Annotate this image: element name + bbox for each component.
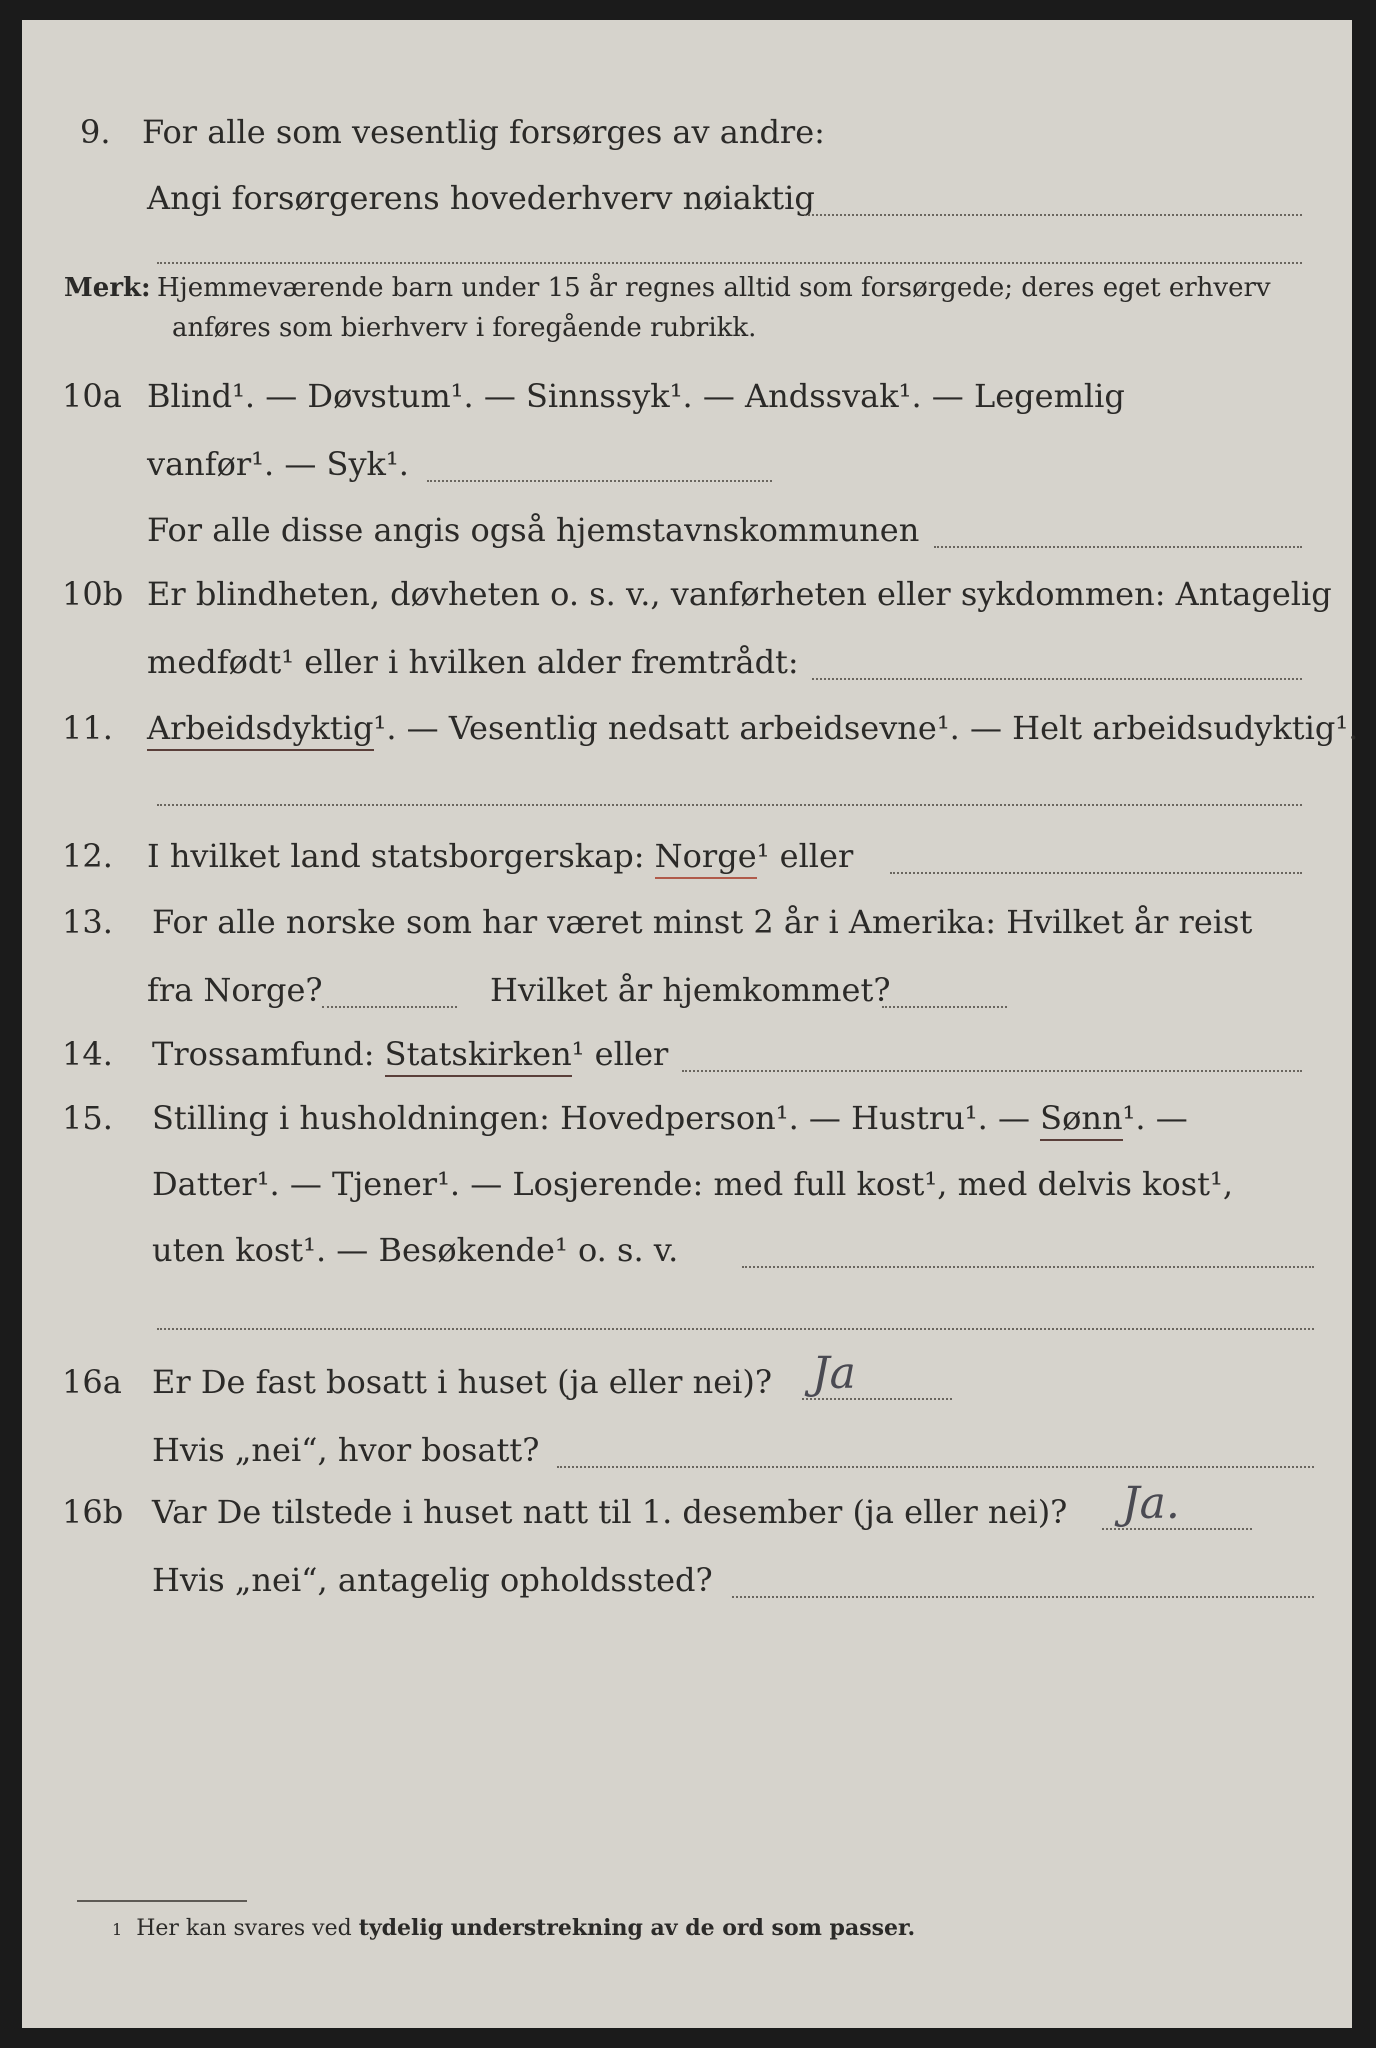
q9-answer-field-2[interactable] — [157, 202, 1302, 264]
q9-line1 — [22, 102, 1352, 162]
q15-selected-option[interactable]: Sønn — [1040, 1099, 1122, 1141]
q13-left-field[interactable] — [322, 946, 457, 1008]
q10b-number: 10b — [62, 575, 124, 613]
q10a-line3 — [22, 500, 1352, 560]
q14-number: 14. — [62, 1035, 113, 1073]
merk-line2 — [22, 308, 1352, 348]
footnote-bold-text: tydelig understrekning av de ord som passer. — [358, 1915, 916, 1941]
q14-text — [152, 1024, 668, 1084]
q16b-number: 16b — [62, 1493, 124, 1531]
q16a-prompt: Er De fast bosatt i huset (ja eller nei)? — [152, 1363, 773, 1401]
merk-line1 — [22, 268, 1352, 308]
q16a-followup: Hvis „nei“, hvor bosatt? — [152, 1431, 540, 1469]
q15-number: 15. — [62, 1099, 113, 1137]
q11-answer-field[interactable] — [157, 744, 1302, 806]
q9-number: 9. — [80, 113, 111, 151]
q10b-answer-field[interactable] — [812, 618, 1302, 680]
q9-text: For alle som vesentlig forsørges av andre: — [142, 113, 825, 151]
q15-answer-field[interactable] — [742, 1206, 1314, 1268]
q14-post: ¹ eller — [571, 1035, 669, 1073]
q15-line1 — [22, 1088, 1352, 1148]
q11-line2 — [22, 758, 1352, 818]
q15-line2 — [22, 1154, 1352, 1214]
q16b-followup-field[interactable] — [732, 1536, 1314, 1598]
q16a-number: 16a — [62, 1363, 122, 1401]
q15-answer-field-2[interactable] — [157, 1268, 1314, 1330]
q13-number: 13. — [62, 903, 113, 941]
merk-label: Merk: — [64, 273, 151, 303]
q11-selected-option[interactable]: Arbeidsdyktig — [147, 709, 374, 751]
q13-left-prompt: fra Norge? — [147, 971, 323, 1009]
footnote-text: Her kan svares ved — [136, 1916, 352, 1941]
q14-line — [22, 1024, 1352, 1084]
q12-text — [147, 826, 853, 886]
q15-post: ¹. — — [1122, 1099, 1188, 1137]
q11-rest: ¹. — Vesentlig nedsatt arbeidsevne¹. — Helt arbeidsudyktig¹. — [373, 709, 1359, 747]
q15-options-3: uten kost¹. — Besøkende¹ o. s. v. — [152, 1231, 679, 1269]
q12-selected-option[interactable]: Norge — [655, 837, 757, 879]
q15-options-2: Datter¹. — Tjener¹. — Losjerende: med full kost¹, med delvis kost¹, — [152, 1165, 1234, 1203]
q16b-handwritten-answer: Ja. — [1122, 1478, 1180, 1529]
q16a-handwritten-answer: Ja — [812, 1348, 856, 1399]
q9-prompt: Angi forsørgerens hovederhverv nøiaktig — [147, 179, 815, 217]
q10b-line1 — [22, 564, 1352, 624]
q16b-prompt: Var De tilstede i huset natt til 1. desember (ja eller nei)? — [152, 1493, 1068, 1531]
q13-right-field[interactable] — [882, 946, 1007, 1008]
q10a-options-2: vanfør¹. — Syk¹. — [147, 445, 409, 483]
q10a-hometown-field[interactable] — [934, 486, 1302, 548]
q10a-line2 — [22, 434, 1352, 494]
q15-line4 — [22, 1282, 1352, 1342]
q13-text: For alle norske som har været minst 2 år i Amerika: Hvilket år reist — [152, 903, 1253, 941]
merk-text-2: anføres som bierhverv i foregående rubrikk. — [172, 313, 757, 343]
q12-line — [22, 826, 1352, 886]
q10a-hometown-prompt: For alle disse angis også hjemstavnskommunen — [147, 511, 920, 549]
q13-right-prompt: Hvilket år hjemkommet? — [490, 971, 891, 1009]
q13-line1 — [22, 892, 1352, 952]
footnote — [112, 1908, 915, 1950]
footnote-number: 1 — [112, 1920, 123, 1939]
q15-options: Stilling i husholdningen: Hovedperson¹. — Hustru¹. — — [152, 1099, 1030, 1137]
q16a-followup-field[interactable] — [557, 1406, 1314, 1468]
q9-line3 — [22, 216, 1352, 276]
q10a-answer-field[interactable] — [427, 420, 772, 482]
q16b-line2 — [22, 1550, 1352, 1610]
q12-prompt: I hvilket land statsborgerskap: — [147, 837, 645, 875]
footnote-rule — [77, 1900, 247, 1902]
q14-answer-field[interactable] — [682, 1010, 1302, 1072]
q11-number: 11. — [62, 709, 113, 747]
q10b-prompt: medfødt¹ eller i hvilken alder fremtrådt: — [147, 643, 799, 681]
q10a-line1 — [22, 366, 1352, 426]
census-form-page — [22, 20, 1359, 2028]
q16b-line1 — [22, 1478, 1352, 1542]
q10a-options: Blind¹. — Døvstum¹. — Sinnssyk¹. — Andssvak¹. — Legemlig — [147, 377, 1125, 415]
q10a-number: 10a — [62, 377, 122, 415]
q14-prompt: Trossamfund: — [152, 1035, 375, 1073]
q16b-followup: Hvis „nei“, antagelig opholdssted? — [152, 1561, 713, 1599]
q16a-line1 — [22, 1348, 1352, 1412]
q14-selected-option[interactable]: Statskirken — [385, 1035, 572, 1077]
q10b-text: Er blindheten, døvheten o. s. v., vanførheten eller sykdommen: Antagelig — [147, 575, 1332, 613]
q15-text — [152, 1088, 1188, 1148]
merk-text-1: Hjemmeværende barn under 15 år regnes alltid som forsørgede; deres eget erhverv — [157, 273, 1271, 303]
q10b-line2 — [22, 632, 1352, 692]
q12-number: 12. — [62, 837, 113, 875]
q12-answer-field[interactable] — [890, 812, 1302, 874]
q12-post: ¹ eller — [756, 837, 854, 875]
